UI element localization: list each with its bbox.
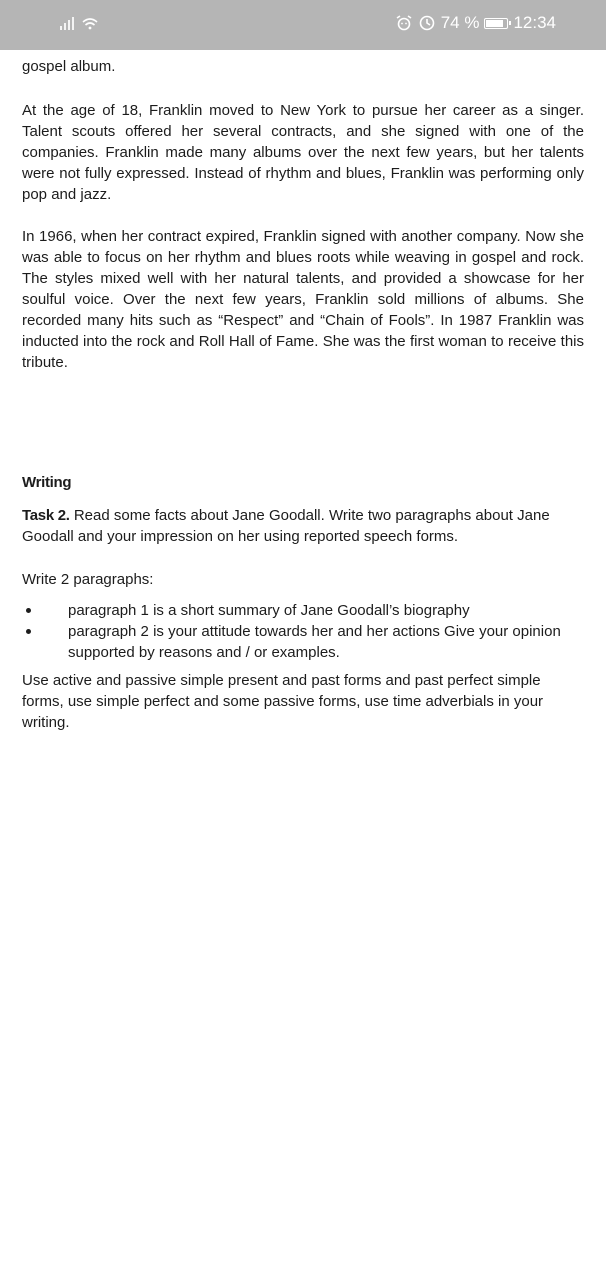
list-item: paragraph 2 is your attitude towards her and her actions Give your opinion supported by reasons and / or examples.: [22, 621, 584, 663]
writing-instructions: Use active and passive simple present and past forms and past perfect simple forms, use simple perfect and some passive forms, use time adverbials in your writing.: [22, 672, 544, 731]
wifi-icon: [82, 17, 98, 30]
status-bar: [0, 0, 606, 50]
task-label: Task 2.: [22, 507, 70, 524]
document-page: [22, 50, 584, 733]
paragraph-continuation: gospel album.: [22, 58, 116, 75]
signal-icon: [60, 16, 74, 30]
clock-icon: [418, 14, 436, 32]
status-right: [395, 13, 556, 33]
section-heading-writing: Writing: [22, 474, 72, 491]
status-left: [60, 16, 98, 30]
battery-icon: [484, 18, 508, 29]
paragraph-franklin-career: At the age of 18, Franklin moved to New York to pursue her career as a singer. Talent scouts offered her several contracts, and she signed with one of the companies. Franklin made many albums over the next few years, but her talents were not fully expressed. Instead of rhythm and blues, Franklin was performing only pop and jazz.: [22, 102, 584, 203]
paragraph-franklin-success: In 1966, when her contract expired, Franklin signed with another company. Now she was able to focus on her rhythm and blues roots while weaving in gospel and rock. The styles mixed well with her natural talents, and provided a showcase for her soulful voice. Over the next few years, Franklin sold millions of albums. She recorded many hits such as “Respect” and “Chain of Fools”. In 1987 Franklin was inducted into the rock and Roll Hall of Fame. She was the first woman to receive this tribute.: [22, 228, 584, 371]
list-item: paragraph 1 is a short summary of Jane Goodall’s biography: [22, 600, 584, 621]
bullet-list: [22, 600, 584, 663]
task-text: Read some facts about Jane Goodall. Write two paragraphs about Jane Goodall and your impression on her using reported speech forms.: [22, 507, 550, 545]
write-intro: Write 2 paragraphs:: [22, 571, 154, 588]
task-2: [22, 505, 584, 547]
alarm-icon: [395, 14, 413, 32]
battery-percent: 74 %: [440, 13, 480, 32]
status-time: 12:34: [513, 13, 556, 32]
